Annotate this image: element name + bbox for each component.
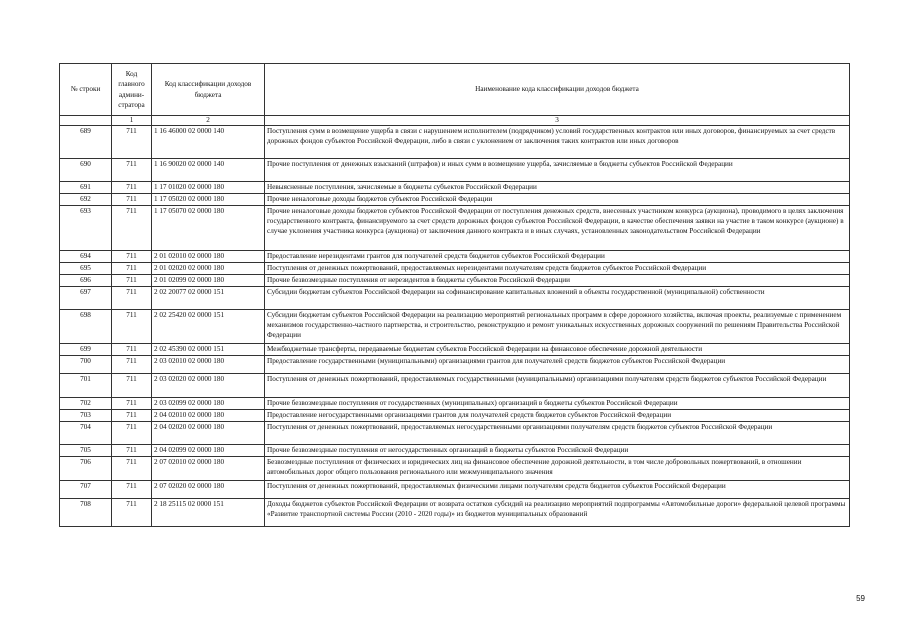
code-name-cell: Безвозмездные поступления от физических и юридических лиц на финансовое обеспечение дорожной деятельности, в том числе добровольных пожертвований, в отношении автомобильных дорог общего пользования регионального или межмуниципального значения	[265, 456, 850, 480]
table-row	[60, 193, 850, 205]
code-name-cell: Предоставление государственными (муниципальными) организациями грантов для получателей средств бюджетов субъектов Российской Федерации	[265, 355, 850, 373]
page-number: 59	[856, 594, 865, 603]
table-row	[60, 125, 850, 158]
admin-code-cell: 711	[112, 397, 152, 409]
row-number-cell: 689	[60, 125, 112, 158]
code-name-cell: Предоставление нерезидентами грантов для получателей средств бюджетов субъектов Российской Федерации	[265, 250, 850, 262]
row-number-cell: 699	[60, 343, 112, 355]
header-classification-code: Код классификации доходов бюджета	[152, 64, 265, 116]
row-number-cell: 705	[60, 444, 112, 456]
classification-code-cell: 1 16 90020 02 0000 140	[152, 158, 265, 181]
classification-code-cell: 2 02 20077 02 0000 151	[152, 286, 265, 309]
column-index-cell: 3	[265, 116, 850, 126]
code-name-cell: Поступления от денежных пожертвований, предоставляемых государственными (муниципальными) организациями получателям средств бюджетов субъектов Российской Федерации	[265, 373, 850, 397]
code-name-cell: Прочие безвозмездные поступления от государственных (муниципальных) организаций в бюджеты субъектов Российской Федерации	[265, 397, 850, 409]
classification-code-cell: 1 17 05020 02 0000 180	[152, 193, 265, 205]
row-number-cell: 696	[60, 274, 112, 286]
row-number-cell: 691	[60, 181, 112, 193]
admin-code-cell: 711	[112, 409, 152, 421]
row-number-cell: 692	[60, 193, 112, 205]
row-number-cell: 702	[60, 397, 112, 409]
admin-code-cell: 711	[112, 355, 152, 373]
row-number-cell: 706	[60, 456, 112, 480]
table-row	[60, 286, 850, 309]
table-body	[60, 125, 850, 526]
admin-code-cell: 711	[112, 193, 152, 205]
column-index-row	[60, 116, 850, 126]
classification-code-cell: 1 17 01020 02 0000 180	[152, 181, 265, 193]
header-admin-code: Код главного админи-стратора	[112, 64, 152, 116]
budget-classification-table	[59, 63, 850, 527]
table-row	[60, 250, 850, 262]
admin-code-cell: 711	[112, 444, 152, 456]
row-number-cell: 701	[60, 373, 112, 397]
code-name-cell: Субсидии бюджетам субъектов Российской Федерации на реализацию мероприятий региональных программ в сфере дорожного хозяйства, включая проекты, реализуемые с применением механизмов государственно-частного партнерства, и строительство, реконструкцию и ремонт уникальных искусственных дорожных сооружений по решениям Правительства Российской Федерации	[265, 309, 850, 343]
classification-code-cell: 2 07 02020 02 0000 180	[152, 480, 265, 498]
admin-code-cell: 711	[112, 125, 152, 158]
admin-code-cell: 711	[112, 205, 152, 250]
classification-code-cell: 2 04 02099 02 0000 180	[152, 444, 265, 456]
admin-code-cell: 711	[112, 456, 152, 480]
classification-code-cell: 2 01 02020 02 0000 180	[152, 262, 265, 274]
row-number-cell: 704	[60, 421, 112, 444]
admin-code-cell: 711	[112, 181, 152, 193]
code-name-cell: Невыясненные поступления, зачисляемые в бюджеты субъектов Российской Федерации	[265, 181, 850, 193]
row-number-cell: 700	[60, 355, 112, 373]
code-name-cell: Прочие поступления от денежных взысканий (штрафов) и иных сумм в возмещение ущерба, зачисляемые в бюджеты субъектов Российской Федерации	[265, 158, 850, 181]
classification-code-cell: 2 04 02010 02 0000 180	[152, 409, 265, 421]
table-header-row	[60, 64, 850, 116]
row-number-cell: 698	[60, 309, 112, 343]
admin-code-cell: 711	[112, 309, 152, 343]
admin-code-cell: 711	[112, 498, 152, 526]
table-row	[60, 409, 850, 421]
row-number-cell: 708	[60, 498, 112, 526]
table-row	[60, 181, 850, 193]
code-name-cell: Поступления от денежных пожертвований, предоставляемых физическими лицами получателям средств бюджетов субъектов Российской Федерации	[265, 480, 850, 498]
table-row	[60, 498, 850, 526]
classification-code-cell: 2 03 02020 02 0000 180	[152, 373, 265, 397]
code-name-cell: Поступления от денежных пожертвований, предоставляемых нерезидентами получателям средств бюджетов субъектов Российской Федерации	[265, 262, 850, 274]
table-row	[60, 274, 850, 286]
classification-code-cell: 2 02 45390 02 0000 151	[152, 343, 265, 355]
header-code-name: Наименование кода классификации доходов бюджета	[265, 64, 850, 116]
table-row	[60, 262, 850, 274]
code-name-cell: Прочие безвозмездные поступления от нерезидентов в бюджеты субъектов Российской Федерации	[265, 274, 850, 286]
column-index-cell: 2	[152, 116, 265, 126]
admin-code-cell: 711	[112, 480, 152, 498]
admin-code-cell: 711	[112, 373, 152, 397]
row-number-cell: 703	[60, 409, 112, 421]
table-row	[60, 158, 850, 181]
table-row	[60, 309, 850, 343]
code-name-cell: Межбюджетные трансферты, передаваемые бюджетам субъектов Российской Федерации на финансовое обеспечение дорожной деятельности	[265, 343, 850, 355]
table-row	[60, 355, 850, 373]
classification-code-cell: 2 01 02010 02 0000 180	[152, 250, 265, 262]
table-row	[60, 456, 850, 480]
admin-code-cell: 711	[112, 343, 152, 355]
classification-code-cell: 2 01 02099 02 0000 180	[152, 274, 265, 286]
admin-code-cell: 711	[112, 158, 152, 181]
code-name-cell: Субсидии бюджетам субъектов Российской Федерации на софинансирование капитальных вложений в объекты государственной (муниципальной) собственности	[265, 286, 850, 309]
table-row	[60, 205, 850, 250]
column-index-cell	[60, 116, 112, 126]
classification-code-cell: 2 03 02099 02 0000 180	[152, 397, 265, 409]
code-name-cell: Доходы бюджетов субъектов Российской Федерации от возврата остатков субсидий на реализацию мероприятий подпрограммы «Автомобильные дороги» федеральной целевой программы «Развитие транспортной системы России (2010 - 2020 годы)» из бюджетов муниципальных образований	[265, 498, 850, 526]
code-name-cell: Предоставление негосударственными организациями грантов для получателей средств бюджетов субъектов Российской Федерации	[265, 409, 850, 421]
table-row	[60, 343, 850, 355]
row-number-cell: 693	[60, 205, 112, 250]
classification-code-cell: 2 02 25420 02 0000 151	[152, 309, 265, 343]
table-row	[60, 480, 850, 498]
classification-code-cell: 1 17 05070 02 0000 180	[152, 205, 265, 250]
admin-code-cell: 711	[112, 262, 152, 274]
table-row	[60, 444, 850, 456]
header-row-number: № строки	[60, 64, 112, 116]
admin-code-cell: 711	[112, 274, 152, 286]
row-number-cell: 694	[60, 250, 112, 262]
code-name-cell: Прочие неналоговые доходы бюджетов субъектов Российской Федерации	[265, 193, 850, 205]
classification-code-cell: 2 04 02020 02 0000 180	[152, 421, 265, 444]
table-row	[60, 397, 850, 409]
classification-code-cell: 2 03 02010 02 0000 180	[152, 355, 265, 373]
table-row	[60, 373, 850, 397]
row-number-cell: 697	[60, 286, 112, 309]
column-index-cell: 1	[112, 116, 152, 126]
admin-code-cell: 711	[112, 286, 152, 309]
code-name-cell: Поступления сумм в возмещение ущерба в связи с нарушением исполнителем (подрядчиком) условий государственных контрактов или иных договоров, финансируемых за счет средств дорожных фондов субъектов Российской Федерации, либо в связи с уклонением от заключения таких контрактов или иных договоров	[265, 125, 850, 158]
code-name-cell: Поступления от денежных пожертвований, предоставляемых негосударственными организациями получателям средств бюджетов субъектов Российской Федерации	[265, 421, 850, 444]
admin-code-cell: 711	[112, 250, 152, 262]
table-row	[60, 421, 850, 444]
code-name-cell: Прочие неналоговые доходы бюджетов субъектов Российской Федерации от поступления денежных средств, внесенных участником конкурса (аукциона), проводимого в целях заключения государственного контракта, финансируемого за счет средств дорожных фондов субъектов Российской Федерации, в качестве обеспечения заявки на участие в таком конкурсе (аукционе) в случае уклонения участника конкурса (аукциона) от заключения данного контракта и в иных случаях, установленных законодательством Российской Федерации	[265, 205, 850, 250]
classification-code-cell: 2 18 25115 02 0000 151	[152, 498, 265, 526]
classification-code-cell: 1 16 46000 02 0000 140	[152, 125, 265, 158]
row-number-cell: 707	[60, 480, 112, 498]
admin-code-cell: 711	[112, 421, 152, 444]
classification-code-cell: 2 07 02010 02 0000 180	[152, 456, 265, 480]
row-number-cell: 690	[60, 158, 112, 181]
code-name-cell: Прочие безвозмездные поступления от негосударственных организаций в бюджеты субъектов Российской Федерации	[265, 444, 850, 456]
row-number-cell: 695	[60, 262, 112, 274]
